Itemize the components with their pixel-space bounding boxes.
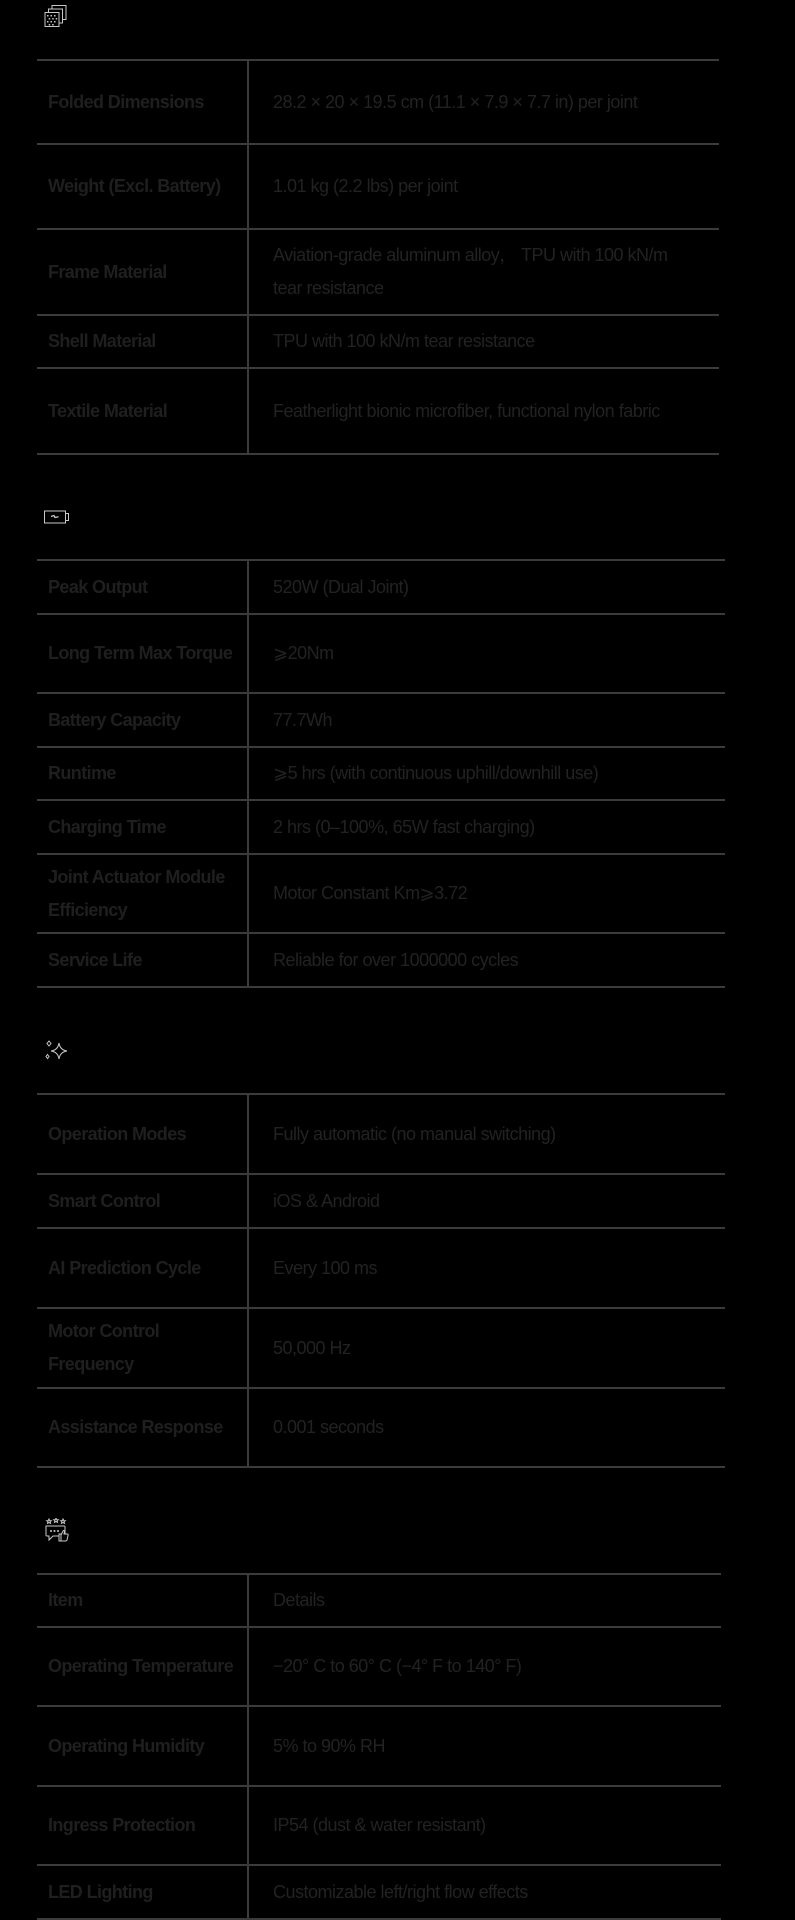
table-row: [37, 368, 719, 454]
spec-label: Item: [37, 1574, 248, 1627]
table-row: [37, 854, 725, 933]
spec-value: Reliable for over 1000000 cycles: [248, 933, 725, 987]
table-row: [37, 1706, 721, 1786]
spec-value: Featherlight bionic microfiber, functional nylon fabric: [248, 368, 719, 454]
table-row: [37, 1228, 725, 1308]
spec-label: Folded Dimensions: [37, 60, 248, 144]
table-row: [37, 800, 725, 854]
spec-value: 0.001 seconds: [248, 1388, 725, 1467]
spec-label: Frame Material: [37, 229, 248, 315]
spec-label: Assistance Response: [37, 1388, 248, 1467]
table-row: [37, 144, 719, 229]
table-row: [37, 1094, 725, 1174]
table-row: [37, 315, 719, 368]
spec-value: iOS & Android: [248, 1174, 725, 1228]
spec-value: Every 100 ms: [248, 1228, 725, 1308]
spec-value: Customizable left/right flow effects: [248, 1865, 721, 1919]
table-row: [37, 229, 719, 315]
layers-icon: [43, 4, 69, 30]
table-row: [37, 1574, 721, 1627]
spec-label: Battery Capacity: [37, 693, 248, 747]
power-spec-table: [37, 559, 725, 988]
spec-value: −20° C to 60° C (−4° F to 140° F): [248, 1627, 721, 1706]
environment-spec-table: [37, 1573, 721, 1920]
spec-label: Peak Output: [37, 560, 248, 614]
spec-label: Long Term Max Torque: [37, 614, 248, 693]
spec-label: Charging Time: [37, 800, 248, 854]
table-row: [37, 614, 725, 693]
spec-label: AI Prediction Cycle: [37, 1228, 248, 1308]
table-row: [37, 933, 725, 987]
spec-value: 520W (Dual Joint): [248, 560, 725, 614]
spec-value: Details: [248, 1574, 721, 1627]
spec-value: Fully automatic (no manual switching): [248, 1094, 725, 1174]
table-row: [37, 1388, 725, 1467]
table-row: [37, 1865, 721, 1919]
spec-label: Operating Humidity: [37, 1706, 248, 1786]
dimensions-spec-table: [37, 59, 719, 455]
table-row: [37, 1627, 721, 1706]
table-row: [37, 747, 725, 800]
spec-label: Runtime: [37, 747, 248, 800]
spec-value: Aviation-grade aluminum alloy， TPU with 100 kN/m tear resistance: [248, 229, 719, 315]
spec-value: ⩾20Nm: [248, 614, 725, 693]
spec-label: Service Life: [37, 933, 248, 987]
spec-label: Shell Material: [37, 315, 248, 368]
battery-charging-icon: [43, 504, 69, 530]
spec-value: 1.01 kg (2.2 lbs) per joint: [248, 144, 719, 229]
spec-label: Smart Control: [37, 1174, 248, 1228]
spec-label: Textile Material: [37, 368, 248, 454]
table-row: [37, 1308, 725, 1388]
spec-label: Weight (Excl. Battery): [37, 144, 248, 229]
spec-label: LED Lighting: [37, 1865, 248, 1919]
spec-value: IP54 (dust & water resistant): [248, 1786, 721, 1865]
spec-value: ⩾5 hrs (with continuous uphill/downhill use): [248, 747, 725, 800]
spec-value: 50,000 Hz: [248, 1308, 725, 1388]
spec-value: TPU with 100 kN/m tear resistance: [248, 315, 719, 368]
table-row: [37, 1174, 725, 1228]
review-rating-icon: [43, 1518, 69, 1544]
spec-label: Motor Control Frequency: [37, 1308, 248, 1388]
spec-label: Joint Actuator Module Efficiency: [37, 854, 248, 933]
spec-value: Motor Constant Km⩾3.72: [248, 854, 725, 933]
table-row: [37, 60, 719, 144]
table-row: [37, 693, 725, 747]
table-row: [37, 1786, 721, 1865]
spec-value: 28.2 × 20 × 19.5 cm (11.1 × 7.9 × 7.7 in) per joint: [248, 60, 719, 144]
sparkles-icon: [43, 1039, 69, 1065]
spec-value: 77.7Wh: [248, 693, 725, 747]
table-row: [37, 560, 725, 614]
spec-label: Operation Modes: [37, 1094, 248, 1174]
spec-label: Ingress Protection: [37, 1786, 248, 1865]
smart-control-spec-table: [37, 1093, 725, 1468]
spec-label: Operating Temperature: [37, 1627, 248, 1706]
spec-value: 2 hrs (0–100%, 65W fast charging): [248, 800, 725, 854]
spec-value: 5% to 90% RH: [248, 1706, 721, 1786]
